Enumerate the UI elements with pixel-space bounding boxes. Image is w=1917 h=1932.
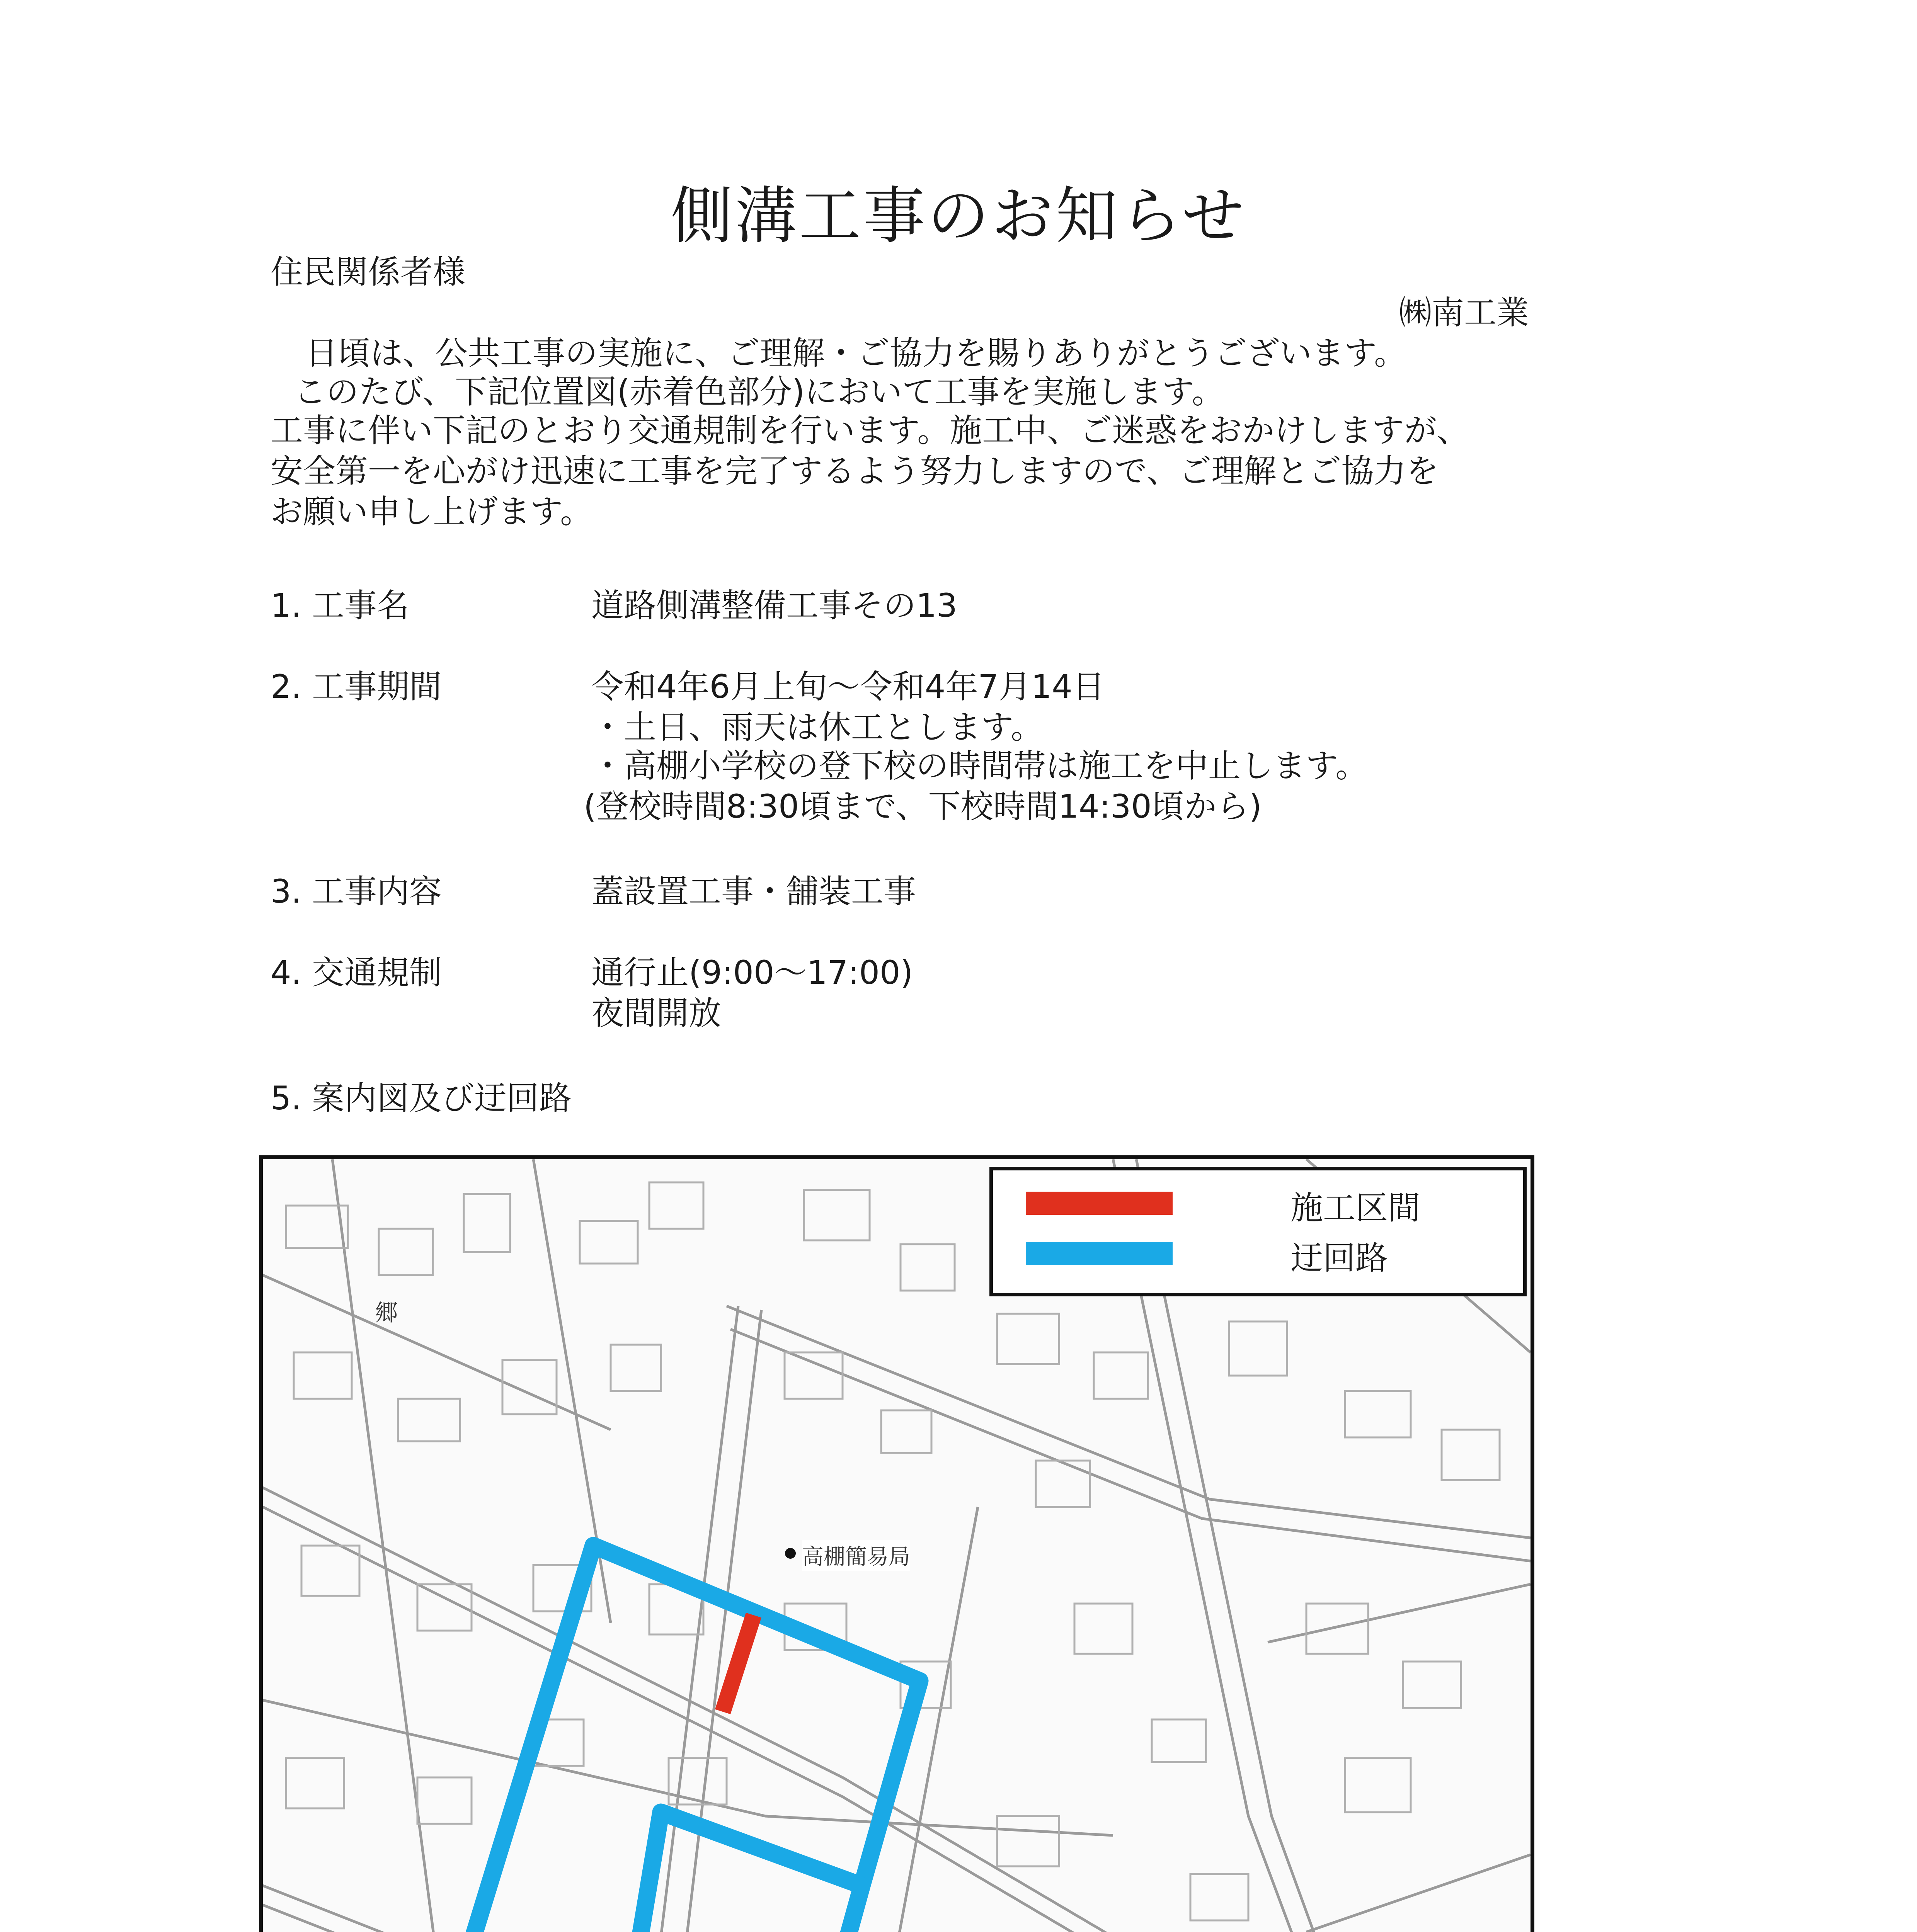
item-period-line-2: ・土日、雨天は休工とします。 xyxy=(591,708,1044,746)
item-content-value: 蓋設置工事・舗装工事 xyxy=(591,872,916,910)
item-name-label: 1. 工事名 xyxy=(271,587,409,624)
legend-detour-label: 迂回路 xyxy=(1290,1239,1388,1277)
body-line-5: お願い申し上げます。 xyxy=(271,493,593,531)
body-line-4: 安全第一を心がけ迅速に工事を完了するよう努力しますので、ご理解とご協力を xyxy=(271,452,1439,490)
item-map-label: 5. 案内図及び迂回路 xyxy=(271,1079,572,1117)
item-period-line-4: (登校時間8:30頃まで、下校時間14:30頃から) xyxy=(584,787,1262,825)
legend-construction-label: 施工区間 xyxy=(1290,1189,1421,1227)
addressee: 住民関係者様 xyxy=(271,253,466,291)
post-office-marker xyxy=(785,1548,796,1559)
item-traffic-line-1: 通行止(9:00～17:00) xyxy=(591,954,913,992)
item-traffic-line-2: 夜間開放 xyxy=(591,994,722,1032)
legend-detour-swatch xyxy=(1026,1242,1173,1265)
map-kanji-label: 郷 xyxy=(375,1299,398,1327)
item-content-label: 3. 工事内容 xyxy=(271,872,442,910)
item-period-label: 2. 工事期間 xyxy=(271,668,442,706)
item-traffic-label: 4. 交通規制 xyxy=(271,954,442,992)
item-period-line-3: ・高棚小学校の登下校の時間帯は施工を中止します。 xyxy=(591,747,1368,785)
location-map xyxy=(259,1155,1534,1932)
legend-construction-swatch xyxy=(1026,1192,1173,1215)
body-line-1: 日頃は、公共工事の実施に、ご理解・ご協力を賜りありがとうございます。 xyxy=(305,334,1407,372)
item-period-line-1: 令和4年6月上旬～令和4年7月14日 xyxy=(591,668,1105,706)
map-legend xyxy=(989,1167,1527,1296)
body-line-3: 工事に伴い下記のとおり交通規制を行います。施工中、ご迷惑をおかけしますが、 xyxy=(271,412,1469,449)
body-line-2: このたび、下記位置図(赤着色部分)において工事を実施します。 xyxy=(294,373,1224,411)
company-header: ㈱南工業 xyxy=(1399,294,1529,332)
construction-section-line xyxy=(723,1615,754,1712)
post-office-label: 高棚簡易局 xyxy=(802,1540,910,1571)
item-name-value: 道路側溝整備工事その13 xyxy=(591,587,957,624)
page-title: 側溝工事のお知らせ xyxy=(671,180,1246,252)
